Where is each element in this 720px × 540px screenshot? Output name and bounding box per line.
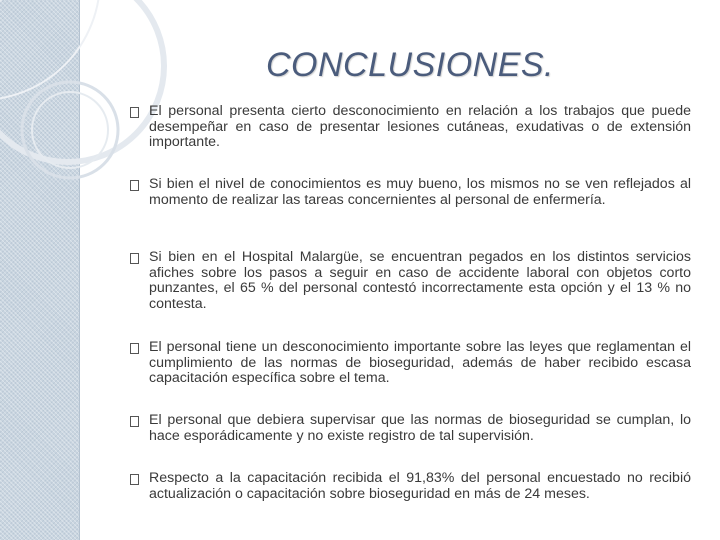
empty-square-icon <box>130 343 139 354</box>
list-item <box>130 413 700 444</box>
empty-square-icon <box>130 416 139 427</box>
list-item <box>130 250 700 312</box>
list-item <box>130 471 700 502</box>
list-item <box>130 340 700 387</box>
list-item <box>130 177 700 208</box>
bullet-text: El personal tiene un desconocimiento importante sobre las leyes que reglamentan el cumplimiento de las normas de bioseguridad, además de haber recibido escasa capacitación específica sobre el tema. <box>149 339 691 386</box>
bullet-text: Respecto a la capacitación recibida el 91,83% del personal encuestado no recibió actualización o capacitación sobre bioseguridad en más de 24 meses. <box>149 470 691 502</box>
bullet-text: El personal que debiera supervisar que las normas de bioseguridad se cumplan, lo hace esporádicamente y no existe registro de tal supervisión. <box>149 412 691 444</box>
empty-square-icon <box>130 180 139 191</box>
slide-title: CONCLUSIONES. <box>266 46 554 84</box>
bullet-text: El personal presenta cierto desconocimiento en relación a los trabajos que puede desempeñar en caso de presentar lesiones cutáneas, exudativas o de extensión importante. <box>149 103 691 150</box>
empty-square-icon <box>130 107 139 118</box>
bullet-text: Si bien el nivel de conocimientos es muy bueno, los mismos no se ven reflejados al momento de realizar las tareas concernientes al personal de enfermería. <box>149 176 691 208</box>
empty-square-icon <box>130 253 139 264</box>
bullet-text: Si bien en el Hospital Malargüe, se encuentran pegados en los distintos servicios afiches sobre los pasos a seguir en caso de accidente laboral con objetos corto punzantes, el 65 % del personal contestó incorrectamente esta opción y el 13 % no contesta. <box>149 249 691 312</box>
empty-square-icon <box>130 474 139 485</box>
list-item <box>130 104 700 151</box>
